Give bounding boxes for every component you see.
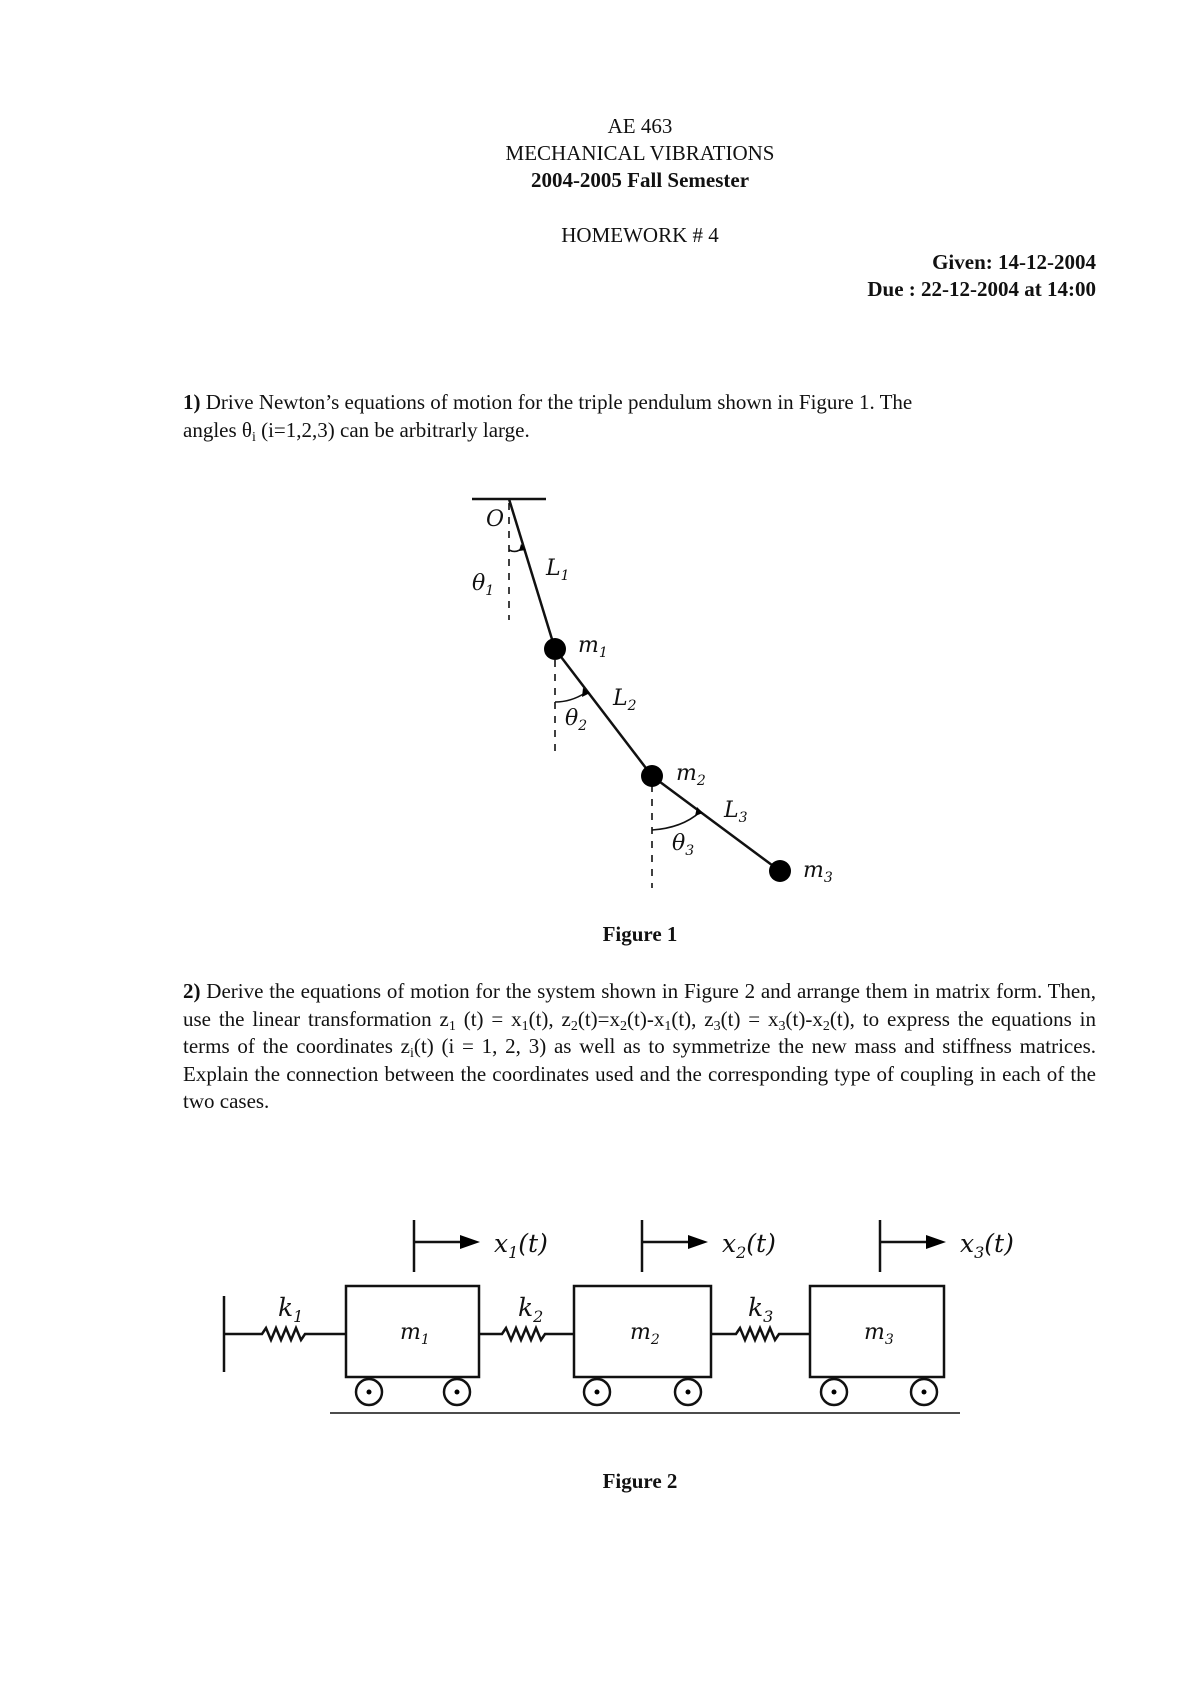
figure-1-caption: Figure 1 [602,922,678,946]
k3-label: $k_3$ [748,1293,774,1326]
m2-label: $m_2$ [630,1320,660,1348]
mass-1-label: $m_1$ [578,633,608,661]
x2-arrow-head [688,1235,708,1249]
course-code: AE 463 [607,114,673,138]
length-3-label: $L_3$ [724,798,748,826]
k1-label: $k_1$ [278,1293,304,1326]
question-1-line2b: (i=1,2,3) can be arbitrarly large. [255,417,530,442]
question-1-line2a: angles [183,417,242,442]
theta-3-label: $\theta_3$ [672,831,695,859]
length-1-label: $L_1$ [546,556,570,584]
question-1-number: 1) [183,390,201,414]
x1-label: $x_1(t)$ [494,1229,548,1262]
x2-label: $x_2(t)$ [722,1229,776,1262]
question-2-number: 2) [183,979,201,1003]
spring-k2 [479,1328,574,1340]
given-date: Given: 14-12-2004 [932,250,1096,274]
mass-2-label: $m_2$ [676,761,706,789]
k2-label: $k_2$ [518,1293,544,1326]
semester: 2004-2005 Fall Semester [530,168,750,192]
theta-1-label: $\theta_1$ [472,571,495,599]
pivot-label: O [486,507,505,532]
course-name: MECHANICAL VIBRATIONS [505,141,775,165]
question-2-text: Derive the equations of motion for the system shown in Figure 2 and arrange them in matrix form. Then, use the linear transformation $z_1$ $(t) = x_1(t)$, $z_2(t)=x_2(t)-x_1(t)$, $z_3(t) = x_3(t)-x_2(t)$, to express the equations in terms of the coordinates $z_i(t) (i = 1$, 2, 3) as well as to symmetrize the new mass and stiffness matrices. Explain the connection between the coordinates used and the corresponding type of coupling in each of the two cases. [183,979,1097,1113]
mass-3-label: $m_3$ [803,858,833,886]
x3-label: $x_3(t)$ [960,1229,1014,1262]
question-1-line1: Drive Newton’s equations of motion for the triple pendulum shown in Figure 1. The [205,390,913,414]
due-date: Due : 22-12-2004 at 14:00 [867,277,1096,301]
spring-k1 [224,1328,346,1340]
figure-2-caption: Figure 2 [602,1469,678,1493]
homework-title: HOMEWORK # 4 [561,223,719,247]
theta-subscript: i [251,429,256,445]
spring-k3 [711,1328,810,1340]
m3-label: $m_3$ [864,1320,894,1348]
theta-2-label: $\theta_2$ [565,706,588,734]
m1-label: $m_1$ [400,1320,430,1348]
x3-arrow-head [926,1235,946,1249]
x1-arrow-head [460,1235,480,1249]
theta-symbol: θ [241,417,252,442]
length-2-label: $L_2$ [613,686,637,714]
